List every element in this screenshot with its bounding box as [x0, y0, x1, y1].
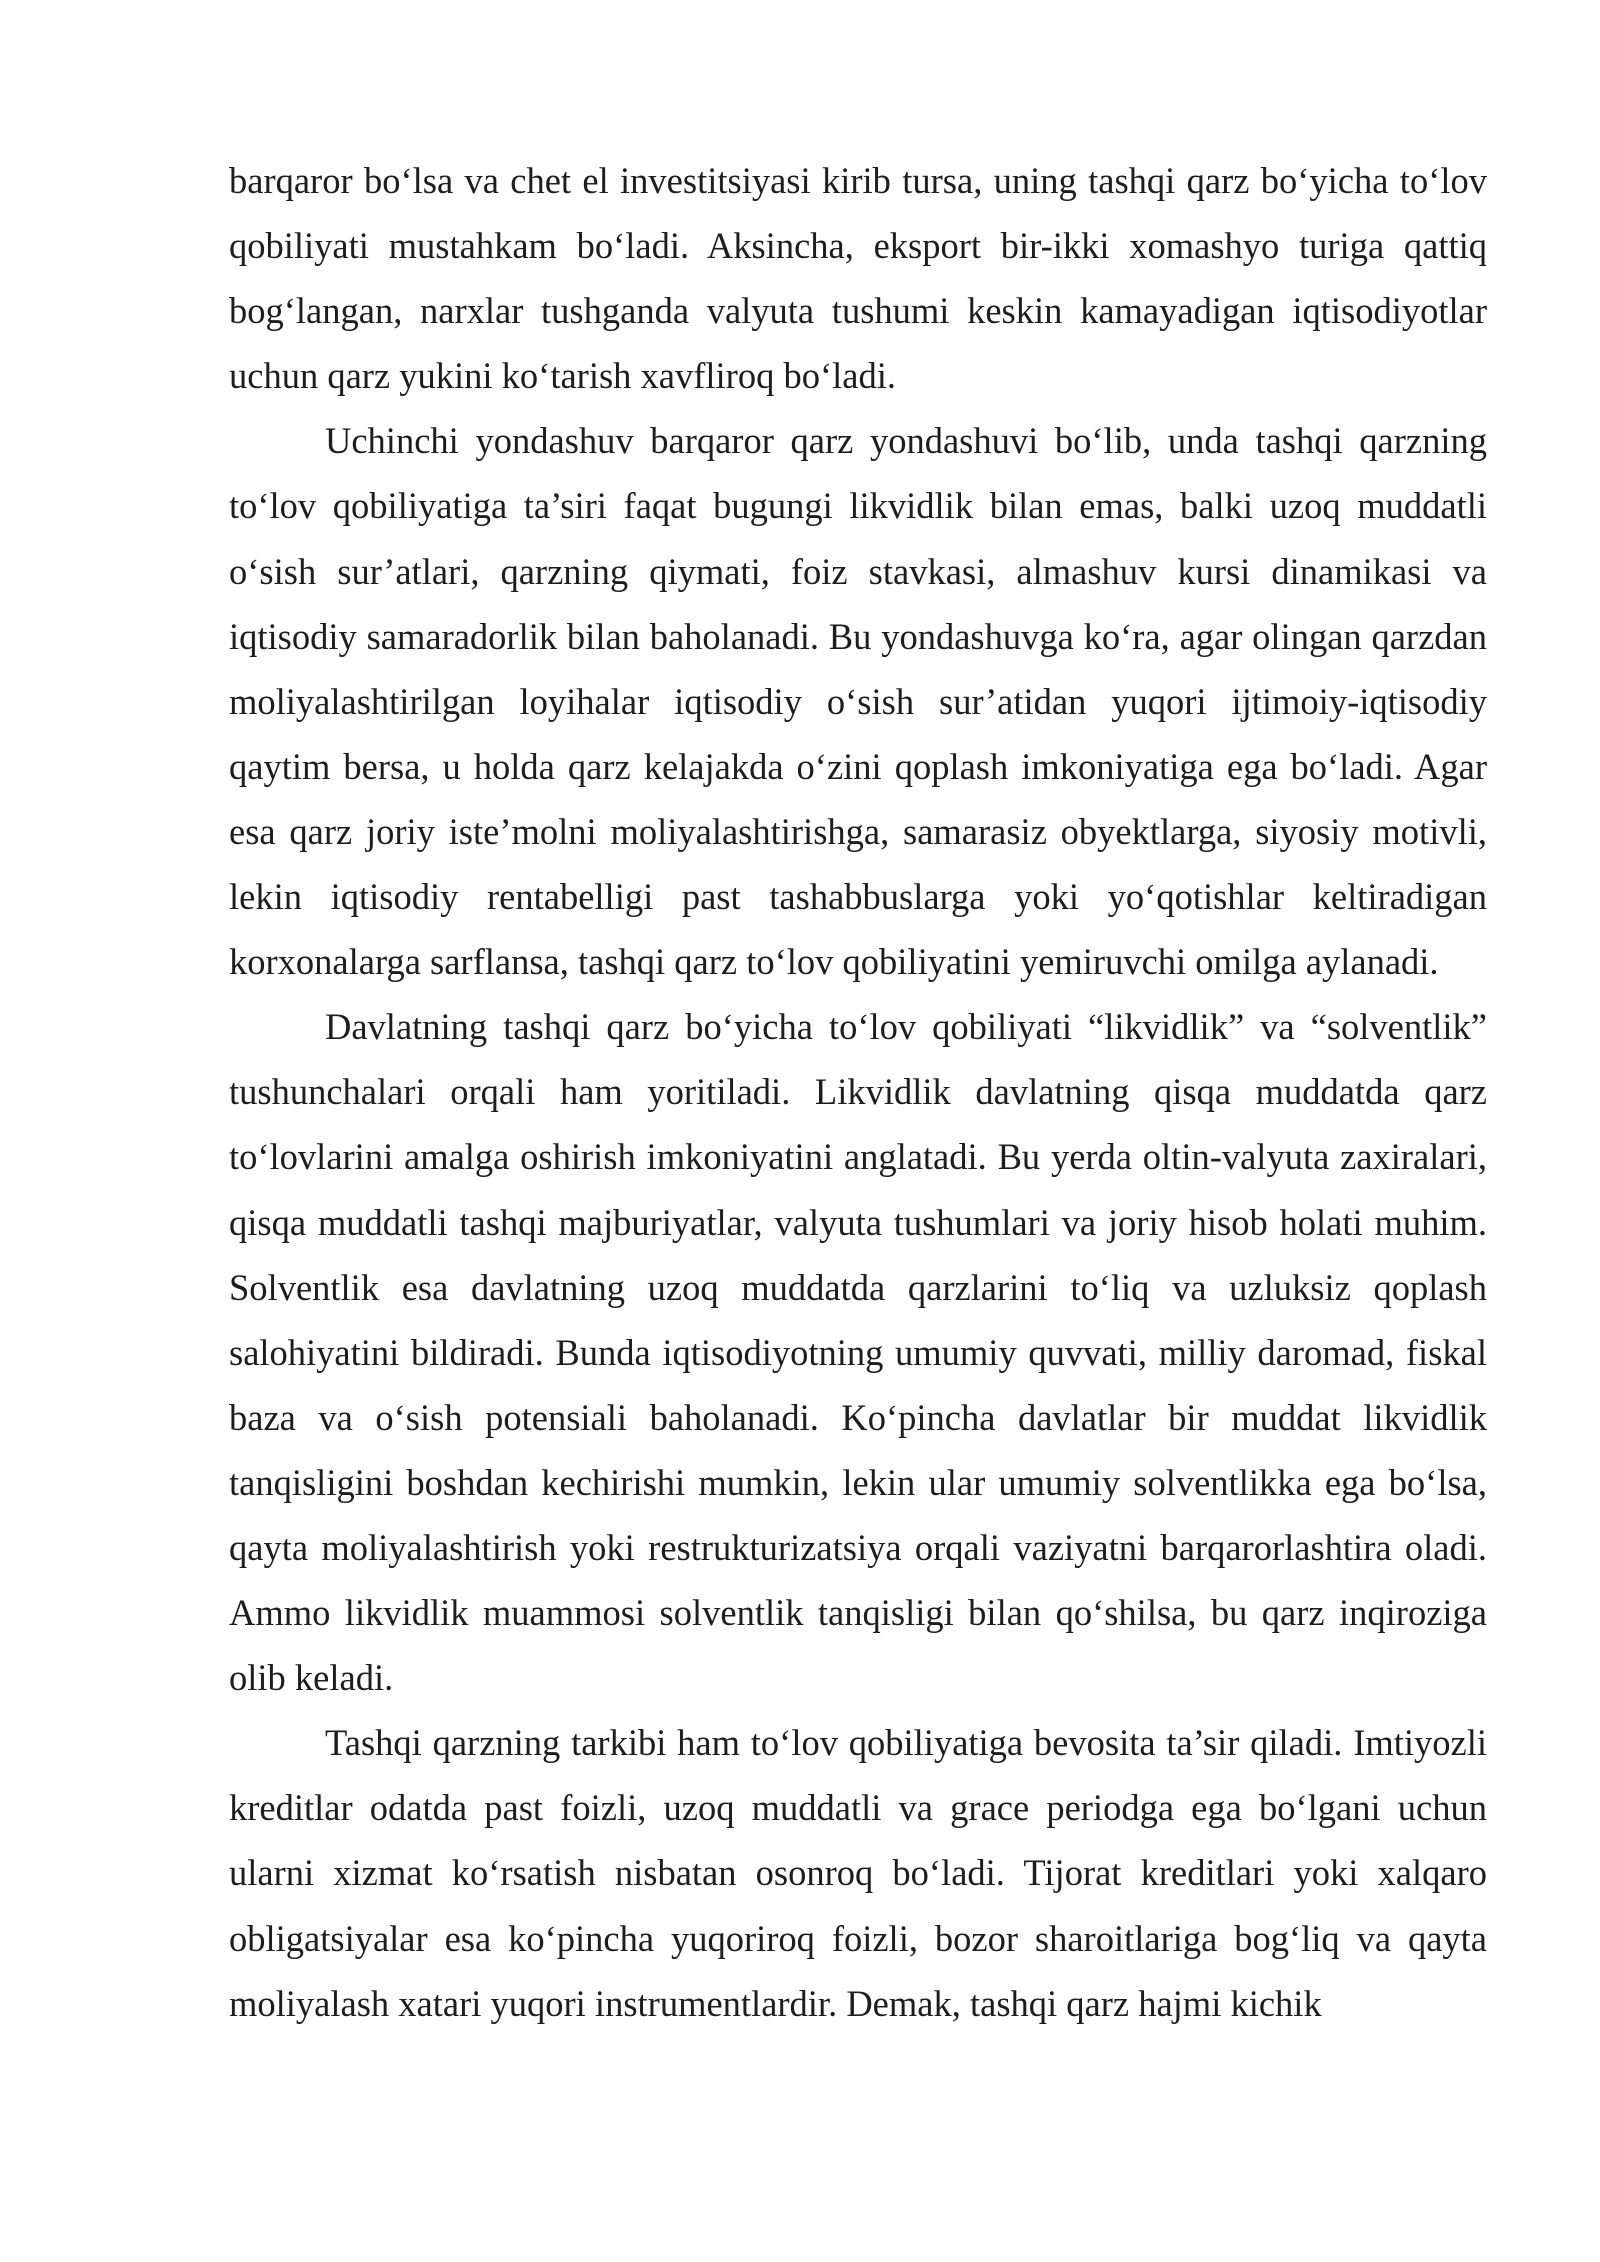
paragraph-sustainable-debt-approach: Uchinchi yondashuv barqaror qarz yondashuvi bo‘lib, unda tashqi qarzning to‘lov qobiliyatiga ta’siri faqat bugungi likvidlik bilan emas, balki uzoq muddatli o‘sish sur’atlari, qarzning qiymati, foiz stavkasi, almashuv kursi dinamikasi va iqtisodiy samaradorlik bilan baholanadi. Bu yondashuvga ko‘ra, agar olingan qarzdan moliyalashtirilgan loyihalar iqtisodiy o‘sish sur’atidan yuqori ijtimoiy-iqtisodiy qaytim bersa, u holda qarz kelajakda o‘zini qoplash imkoniyatiga ega bo‘ladi. Agar esa qarz joriy iste’molni moliyalashtirishga, samarasiz obyektlarga, siyosiy motivli, lekin iqtisodiy rentabelligi past tashabbuslarga yoki yo‘qotishlar keltiradigan korxonalarga sarflansa, tashqi qarz to‘lov qobiliyatini yemiruvchi omilga aylanadi. [229, 420, 1487, 983]
paragraph-debt-structure: Tashqi qarzning tarkibi ham to‘lov qobiliyatiga bevosita ta’sir qiladi. Imtiyozli kreditlar odatda past foizli, uzoq muddatli va grace periodga ega bo‘lgani uchun ularni xizmat ko‘rsatish nisbatan osonroq bo‘ladi. Tijorat kreditlari yoki xalqaro obligatsiyalar esa ko‘pincha yuqoriroq foizli, bozor sharoitlariga bog‘liq va qayta moliyalash xatari yuqori instrumentlardir. Demak, tashqi qarz hajmi kichik [229, 1722, 1487, 2024]
document-body [229, 148, 1487, 2036]
paragraph-continued: barqaror bo‘lsa va chet el investitsiyasi kirib tursa, uning tashqi qarz bo‘yicha to‘lov qobiliyati mustahkam bo‘ladi. Aksincha, eksport bir-ikki xomashyo turiga qattiq bog‘langan, narxlar tushganda valyuta tushumi keskin kamayadigan iqtisodiyotlar uchun qarz yukini ko‘tarish xavfliroq bo‘ladi. [229, 160, 1487, 397]
paragraph-liquidity-solvency: Davlatning tashqi qarz bo‘yicha to‘lov qobiliyati “likvidlik” va “solventlik” tushunchalari orqali ham yoritiladi. Likvidlik davlatning qisqa muddatda qarz to‘lovlarini amalga oshirish imkoniyatini anglatadi. Bu yerda oltin-valyuta zaxiralari, qisqa muddatli tashqi majburiyatlar, valyuta tushumlari va joriy hisob holati muhim. Solventlik esa davlatning uzoq muddatda qarzlarini to‘liq va uzluksiz qoplash salohiyatini bildiradi. Bunda iqtisodiyotning umumiy quvvati, milliy daromad, fiskal baza va o‘sish potensiali baholanadi. Ko‘pincha davlatlar bir muddat likvidlik tanqisligini boshdan kechirishi mumkin, lekin ular umumiy solventlikka ega bo‘lsa, qayta moliyalashtirish yoki restrukturizatsiya orqali vaziyatni barqarorlashtira oladi. Ammo likvidlik muammosi solventlik tanqisligi bilan qo‘shilsa, bu qarz inqiroziga olib keladi. [229, 1006, 1487, 1699]
